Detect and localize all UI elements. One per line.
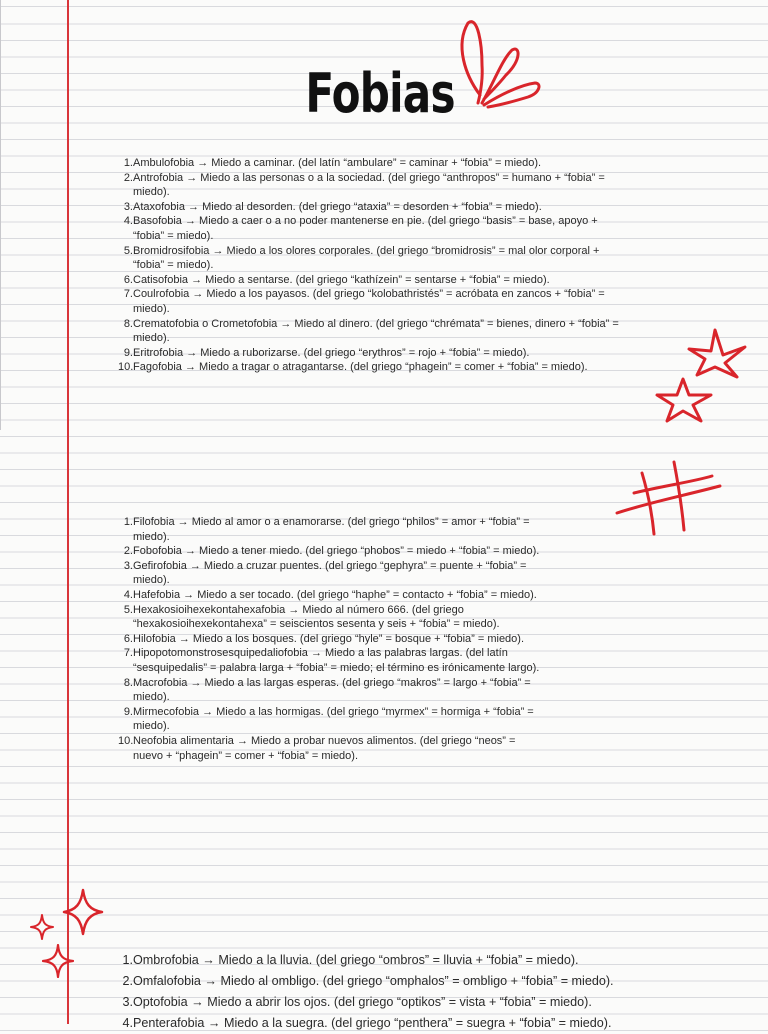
item-text: Hafefobia → Miedo a ser tocado. (del griego “haphe” = contacto + “fobia” = miedo). xyxy=(133,588,537,601)
item-text: Coulrofobia → Miedo a los payasos. (del griego “kolobathristés” = acróbata en zancos + “fobia” = xyxy=(133,288,605,301)
item-number: 3. xyxy=(123,559,133,572)
item-text: Ombrofobia → Miedo a la lluvia. (del griego “ombros” = lluvia + “fobia” = miedo). xyxy=(133,953,579,967)
item-text-cont: miedo). xyxy=(133,691,170,704)
list-item xyxy=(118,287,708,316)
item-number: 1. xyxy=(123,516,133,528)
item-number: 7. xyxy=(123,647,133,660)
item-number: 8. xyxy=(123,317,133,330)
item-text: Neofobia alimentaria → Miedo a probar nuevos alimentos. (del griego “neos” = xyxy=(133,734,516,747)
item-number: 1. xyxy=(123,157,133,169)
item-number: 1. xyxy=(122,953,133,967)
hashtag-icon xyxy=(612,458,727,538)
item-number: 10. xyxy=(118,734,134,747)
list-item xyxy=(118,705,623,734)
list-item xyxy=(118,632,623,647)
item-text: Catisofobia → Miedo a sentarse. (del griego “kathízein” = sentarse + “fobia” = miedo). xyxy=(133,273,550,286)
item-text-cont: miedo). xyxy=(133,574,170,587)
item-text: Mirmecofobia → Miedo a las hormigas. (del griego “myrmex” = hormiga + “fobia” = xyxy=(133,705,534,718)
item-text-cont: “fobia” = miedo). xyxy=(133,229,214,242)
item-text: Eritrofobia → Miedo a ruborizarse. (del griego “erythros” = rojo + “fobia” = miedo). xyxy=(133,346,530,359)
item-number: 5. xyxy=(123,603,133,616)
item-number: 9. xyxy=(123,705,133,718)
item-number: 4. xyxy=(123,588,133,601)
item-text: Hilofobia → Miedo a los bosques. (del griego “hyle” = bosque + “fobia” = miedo). xyxy=(133,632,525,645)
item-text: Antrofobia → Miedo a las personas o a la sociedad. (del griego “anthropos” = humano + “fobia” = xyxy=(133,171,605,184)
item-text-cont: miedo). xyxy=(133,186,170,199)
item-text: Ambulofobia → Miedo a caminar. (del latín “ambulare” = caminar + “fobia” = miedo). xyxy=(133,157,542,169)
list-item xyxy=(118,273,708,288)
star-icon xyxy=(655,375,715,425)
item-number: 4. xyxy=(123,215,133,228)
list-item xyxy=(118,559,623,588)
item-text: Hexakosioihexekontahexafobia → Miedo al número 666. (del griego xyxy=(133,603,464,616)
list-item xyxy=(118,200,708,215)
item-text: Macrofobia → Miedo a las largas esperas. (del griego “makros” = largo + “fobia” = xyxy=(133,676,531,689)
list-item xyxy=(118,360,708,375)
page-title: Fobias xyxy=(305,62,455,125)
sparkle-icon xyxy=(62,888,104,936)
item-text-cont: miedo). xyxy=(133,530,170,543)
list-item xyxy=(118,971,728,992)
item-text: Fagofobia → Miedo a tragar o atragantarse. (del griego “phagein” = comer + “fobia” = miedo). xyxy=(133,361,588,374)
list-item xyxy=(118,156,708,171)
item-text-cont: miedo). xyxy=(133,720,170,733)
list-item xyxy=(118,603,623,632)
list-item xyxy=(118,346,708,361)
item-number: 10. xyxy=(118,361,134,374)
item-text-cont: “sesquipedalis” = palabra larga + “fobia” = miedo; el término es irónicamente largo). xyxy=(133,661,540,674)
list-item xyxy=(118,544,623,559)
item-text: Omfalofobia → Miedo al ombligo. (del griego “omphalos” = ombligo + “fobia” = miedo). xyxy=(133,974,614,988)
list-item xyxy=(118,214,708,243)
item-text-cont: “fobia” = miedo). xyxy=(133,259,214,272)
list-item xyxy=(118,992,728,1013)
item-number: 3. xyxy=(123,200,133,213)
list-item xyxy=(118,515,623,544)
sparkle-icon xyxy=(42,944,74,978)
item-number: 2. xyxy=(123,545,133,558)
item-text-cont: miedo). xyxy=(133,302,170,315)
list-item xyxy=(118,676,623,705)
phobia-list-2 xyxy=(118,515,623,763)
item-text: Hipopotomonstrosesquipedaliofobia → Miedo a las palabras largas. (del latín xyxy=(133,647,508,660)
item-text: Filofobia → Miedo al amor o a enamorarse. (del griego “philos” = amor + “fobia” = xyxy=(133,516,530,528)
phobia-list-1 xyxy=(118,156,708,375)
item-number: 9. xyxy=(123,346,133,359)
item-number: 3. xyxy=(122,995,133,1009)
item-text: Bromidrosifobia → Miedo a los olores corporales. (del griego “bromidrosis” = mal olor corporal + xyxy=(133,244,600,257)
swoosh-lines-icon xyxy=(440,15,550,115)
item-text: Penterafobia → Miedo a la suegra. (del griego “penthera” = suegra + “fobia” = miedo). xyxy=(133,1016,612,1030)
item-number: 2. xyxy=(123,171,133,184)
star-icon xyxy=(685,325,749,380)
list-item xyxy=(118,171,708,200)
item-number: 5. xyxy=(123,244,133,257)
list-item xyxy=(118,734,623,763)
item-number: 6. xyxy=(123,273,133,286)
margin-line xyxy=(67,0,69,1024)
item-text: Optofobia → Miedo a abrir los ojos. (del griego “optikos” = vista + “fobia” = miedo). xyxy=(133,995,592,1009)
list-item xyxy=(118,588,623,603)
sparkle-icon xyxy=(30,914,54,940)
item-text: Crematofobia o Crometofobia → Miedo al dinero. (del griego “chrémata” = bienes, dinero + “fobia” = xyxy=(133,317,619,330)
list-item xyxy=(118,317,708,346)
list-item xyxy=(118,244,708,273)
item-text-cont: nuevo + “phagein” = comer + “fobia” = miedo). xyxy=(133,749,359,762)
item-number: 4. xyxy=(122,1016,133,1030)
item-text: Gefirofobia → Miedo a cruzar puentes. (del griego “gephyra” = puente + “fobia” = xyxy=(133,559,527,572)
item-number: 2. xyxy=(122,974,133,988)
left-rule xyxy=(0,0,1,430)
item-text-cont: “hexakosioihexekontahexa” = seiscientos sesenta y seis + “fobia” = miedo). xyxy=(133,618,500,631)
item-text: Basofobia → Miedo a caer o a no poder mantenerse en pie. (del griego “basis” = base, apoyo + xyxy=(133,215,598,228)
item-number: 7. xyxy=(123,288,133,301)
item-text: Ataxofobia → Miedo al desorden. (del griego “ataxia” = desorden + “fobia” = miedo). xyxy=(133,200,542,213)
list-item xyxy=(118,646,623,675)
item-number: 8. xyxy=(123,676,133,689)
item-number: 6. xyxy=(123,632,133,645)
item-text-cont: miedo). xyxy=(133,332,170,345)
phobia-list-3 xyxy=(118,950,728,1034)
item-text: Fobofobia → Miedo a tener miedo. (del griego “phobos” = miedo + “fobia” = miedo). xyxy=(133,545,540,558)
list-item xyxy=(118,950,728,971)
